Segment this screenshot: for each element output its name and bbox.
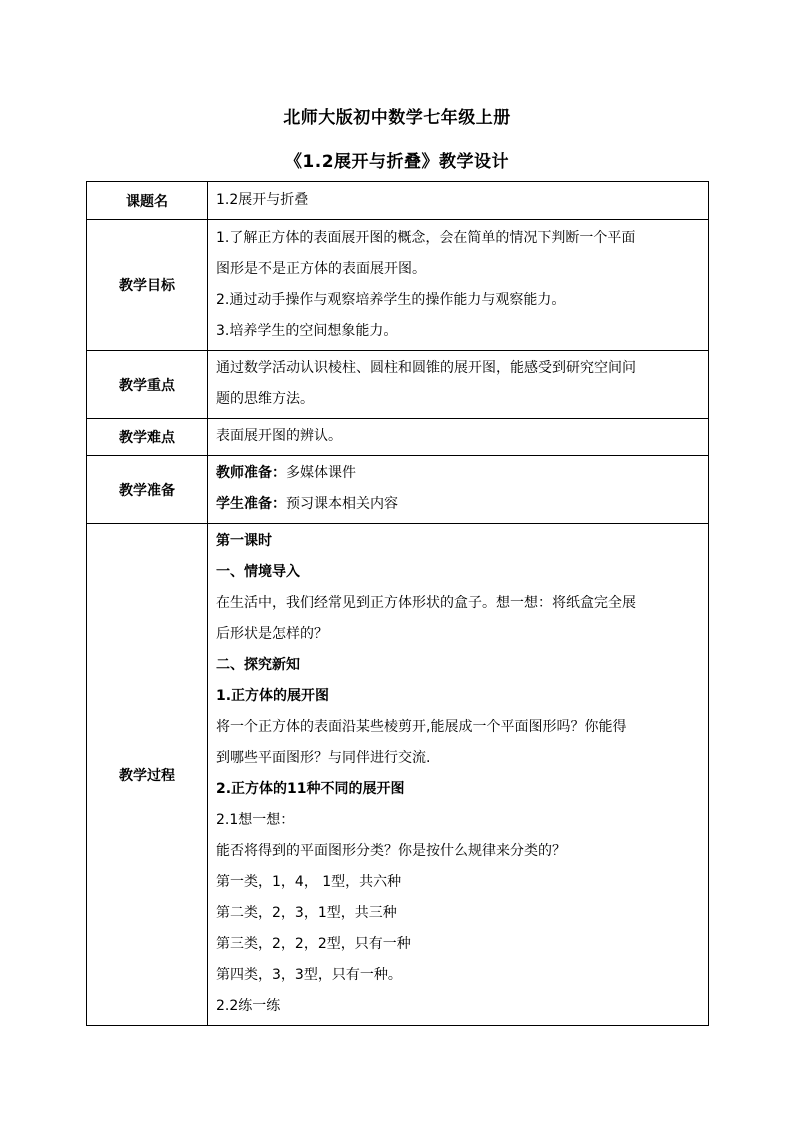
row-preparation bbox=[87, 456, 709, 524]
topic-text: 1.2展开与折叠 bbox=[216, 191, 309, 208]
value-topic bbox=[208, 182, 709, 220]
value-process bbox=[208, 524, 709, 1026]
document-subtitle: 《1.2展开与折叠》教学设计 bbox=[284, 152, 510, 172]
difficulty-text: 表面展开图的辨认。 bbox=[216, 428, 342, 444]
objective-line: 2.通过动手操作与观察培养学生的操作能力与观察能力。 bbox=[216, 291, 566, 308]
row-key-points bbox=[87, 351, 709, 419]
row-difficulties bbox=[87, 419, 709, 456]
section-heading-explore: 二、探究新知 bbox=[216, 657, 300, 673]
row-topic bbox=[87, 182, 709, 220]
teacher-prep-label: 教师准备： bbox=[216, 465, 286, 481]
label-objectives: 教学目标 bbox=[87, 220, 208, 351]
net-type-line: 第一类，1，4， 1型，共六种 bbox=[216, 874, 402, 890]
key-point-line: 通过数学活动认识棱柱、圆柱和圆锥的展开图，能感受到研究空间问 bbox=[216, 360, 636, 376]
practice-label: 2.2练一练 bbox=[216, 998, 281, 1014]
subheading-eleven-nets: 2.正方体的11种不同的展开图 bbox=[216, 781, 405, 797]
value-key-points bbox=[208, 351, 709, 419]
net-type-line: 第二类，2，3，1型，共三种 bbox=[216, 905, 397, 921]
section-heading-intro: 一、情境导入 bbox=[216, 564, 300, 580]
objective-line: 图形是不是正方体的表面展开图。 bbox=[216, 260, 426, 277]
label-difficulties: 教学难点 bbox=[87, 419, 208, 456]
net-type-line: 第三类，2，2，2型，只有一种 bbox=[216, 936, 411, 952]
objective-line: 1.了解正方体的表面展开图的概念，会在简单的情况下判断一个平面 bbox=[216, 229, 636, 246]
label-key-points: 教学重点 bbox=[87, 351, 208, 419]
cube-net-line: 到哪些平面图形？与同伴进行交流. bbox=[216, 750, 431, 766]
student-preparation bbox=[216, 489, 700, 520]
label-process: 教学过程 bbox=[87, 524, 208, 1026]
value-objectives bbox=[208, 220, 709, 351]
student-prep-value: 预习课本相关内容 bbox=[286, 496, 398, 512]
student-prep-label: 学生准备： bbox=[216, 496, 286, 512]
document-title: 北师大版初中数学七年级上册 bbox=[283, 108, 511, 128]
teacher-prep-value: 多媒体课件 bbox=[286, 465, 356, 481]
intro-line: 后形状是怎样的？ bbox=[216, 626, 328, 642]
net-type-line: 第四类，3，3型，只有一种。 bbox=[216, 967, 402, 983]
think-label: 2.1想一想： bbox=[216, 812, 295, 828]
teacher-preparation bbox=[216, 458, 700, 489]
lesson-plan-table bbox=[86, 181, 709, 1026]
classification-question: 能否将得到的平面图形分类？你是按什么规律来分类的？ bbox=[216, 843, 566, 859]
label-topic: 课题名 bbox=[87, 182, 208, 220]
value-difficulties bbox=[208, 419, 709, 456]
row-objectives bbox=[87, 220, 709, 351]
label-preparation: 教学准备 bbox=[87, 456, 208, 524]
key-point-line: 题的思维方法。 bbox=[216, 391, 314, 407]
subheading-cube-net: 1.正方体的展开图 bbox=[216, 688, 330, 704]
cube-net-line: 将一个正方体的表面沿某些棱剪开,能展成一个平面图形吗？你能得 bbox=[216, 719, 627, 735]
intro-line: 在生活中，我们经常见到正方体形状的盒子。想一想：将纸盒完全展 bbox=[216, 595, 636, 611]
lesson-heading: 第一课时 bbox=[216, 533, 272, 549]
value-preparation bbox=[208, 456, 709, 524]
row-process bbox=[87, 524, 709, 1026]
objective-line: 3.培养学生的空间想象能力。 bbox=[216, 322, 398, 339]
